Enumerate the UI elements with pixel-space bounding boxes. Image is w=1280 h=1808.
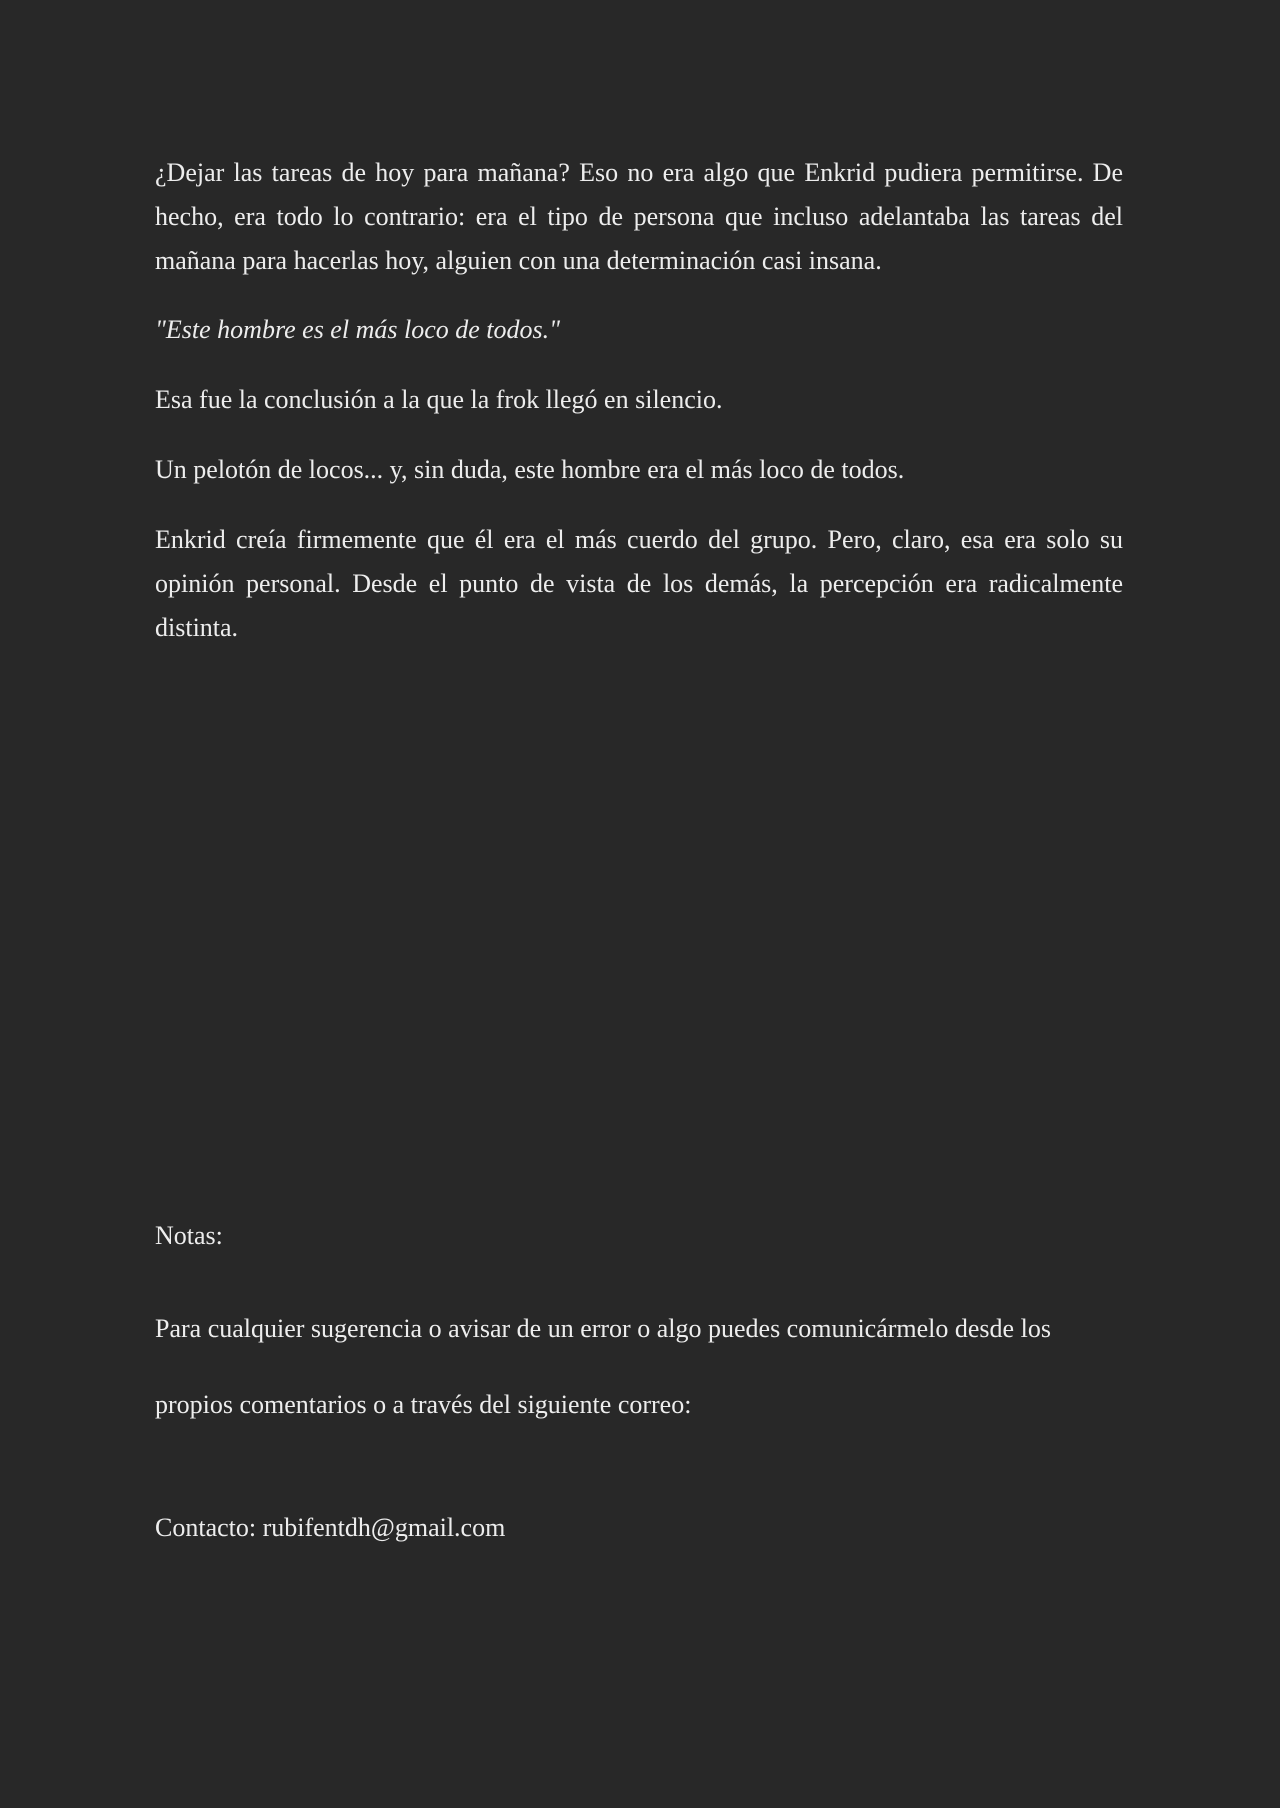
paragraph-platoon: Un pelotón de locos... y, sin duda, este hombre era el más loco de todos. (155, 455, 905, 484)
paragraph-intro: ¿Dejar las tareas de hoy para mañana? Eso no era algo que Enkrid pudiera permitirse. De hecho, era todo lo contrario: era el tipo de persona que incluso adelantaba las tareas del mañana para hacerlas hoy, alguien con una determinación casi insana. (155, 158, 1123, 275)
contact-email: Contacto: rubifentdh@gmail.com (155, 1513, 506, 1542)
paragraph-conclusion: Esa fue la conclusión a la que la frok llegó en silencio. (155, 385, 723, 414)
paragraph-quote: "Este hombre es el más loco de todos." (155, 315, 561, 344)
notes-message: Para cualquier sugerencia o avisar de un error o algo puedes comunicármelo desde los propios comentarios o a través del siguiente correo: (155, 1314, 1051, 1419)
notes-section (155, 1214, 1123, 1550)
notes-label: Notas: (155, 1221, 223, 1250)
story-text (155, 151, 1123, 650)
paragraph-enkrid-opinion: Enkrid creía firmemente que él era el más cuerdo del grupo. Pero, claro, esa era solo su opinión personal. Desde el punto de vista de los demás, la percepción era radicalmente distinta. (155, 525, 1123, 642)
